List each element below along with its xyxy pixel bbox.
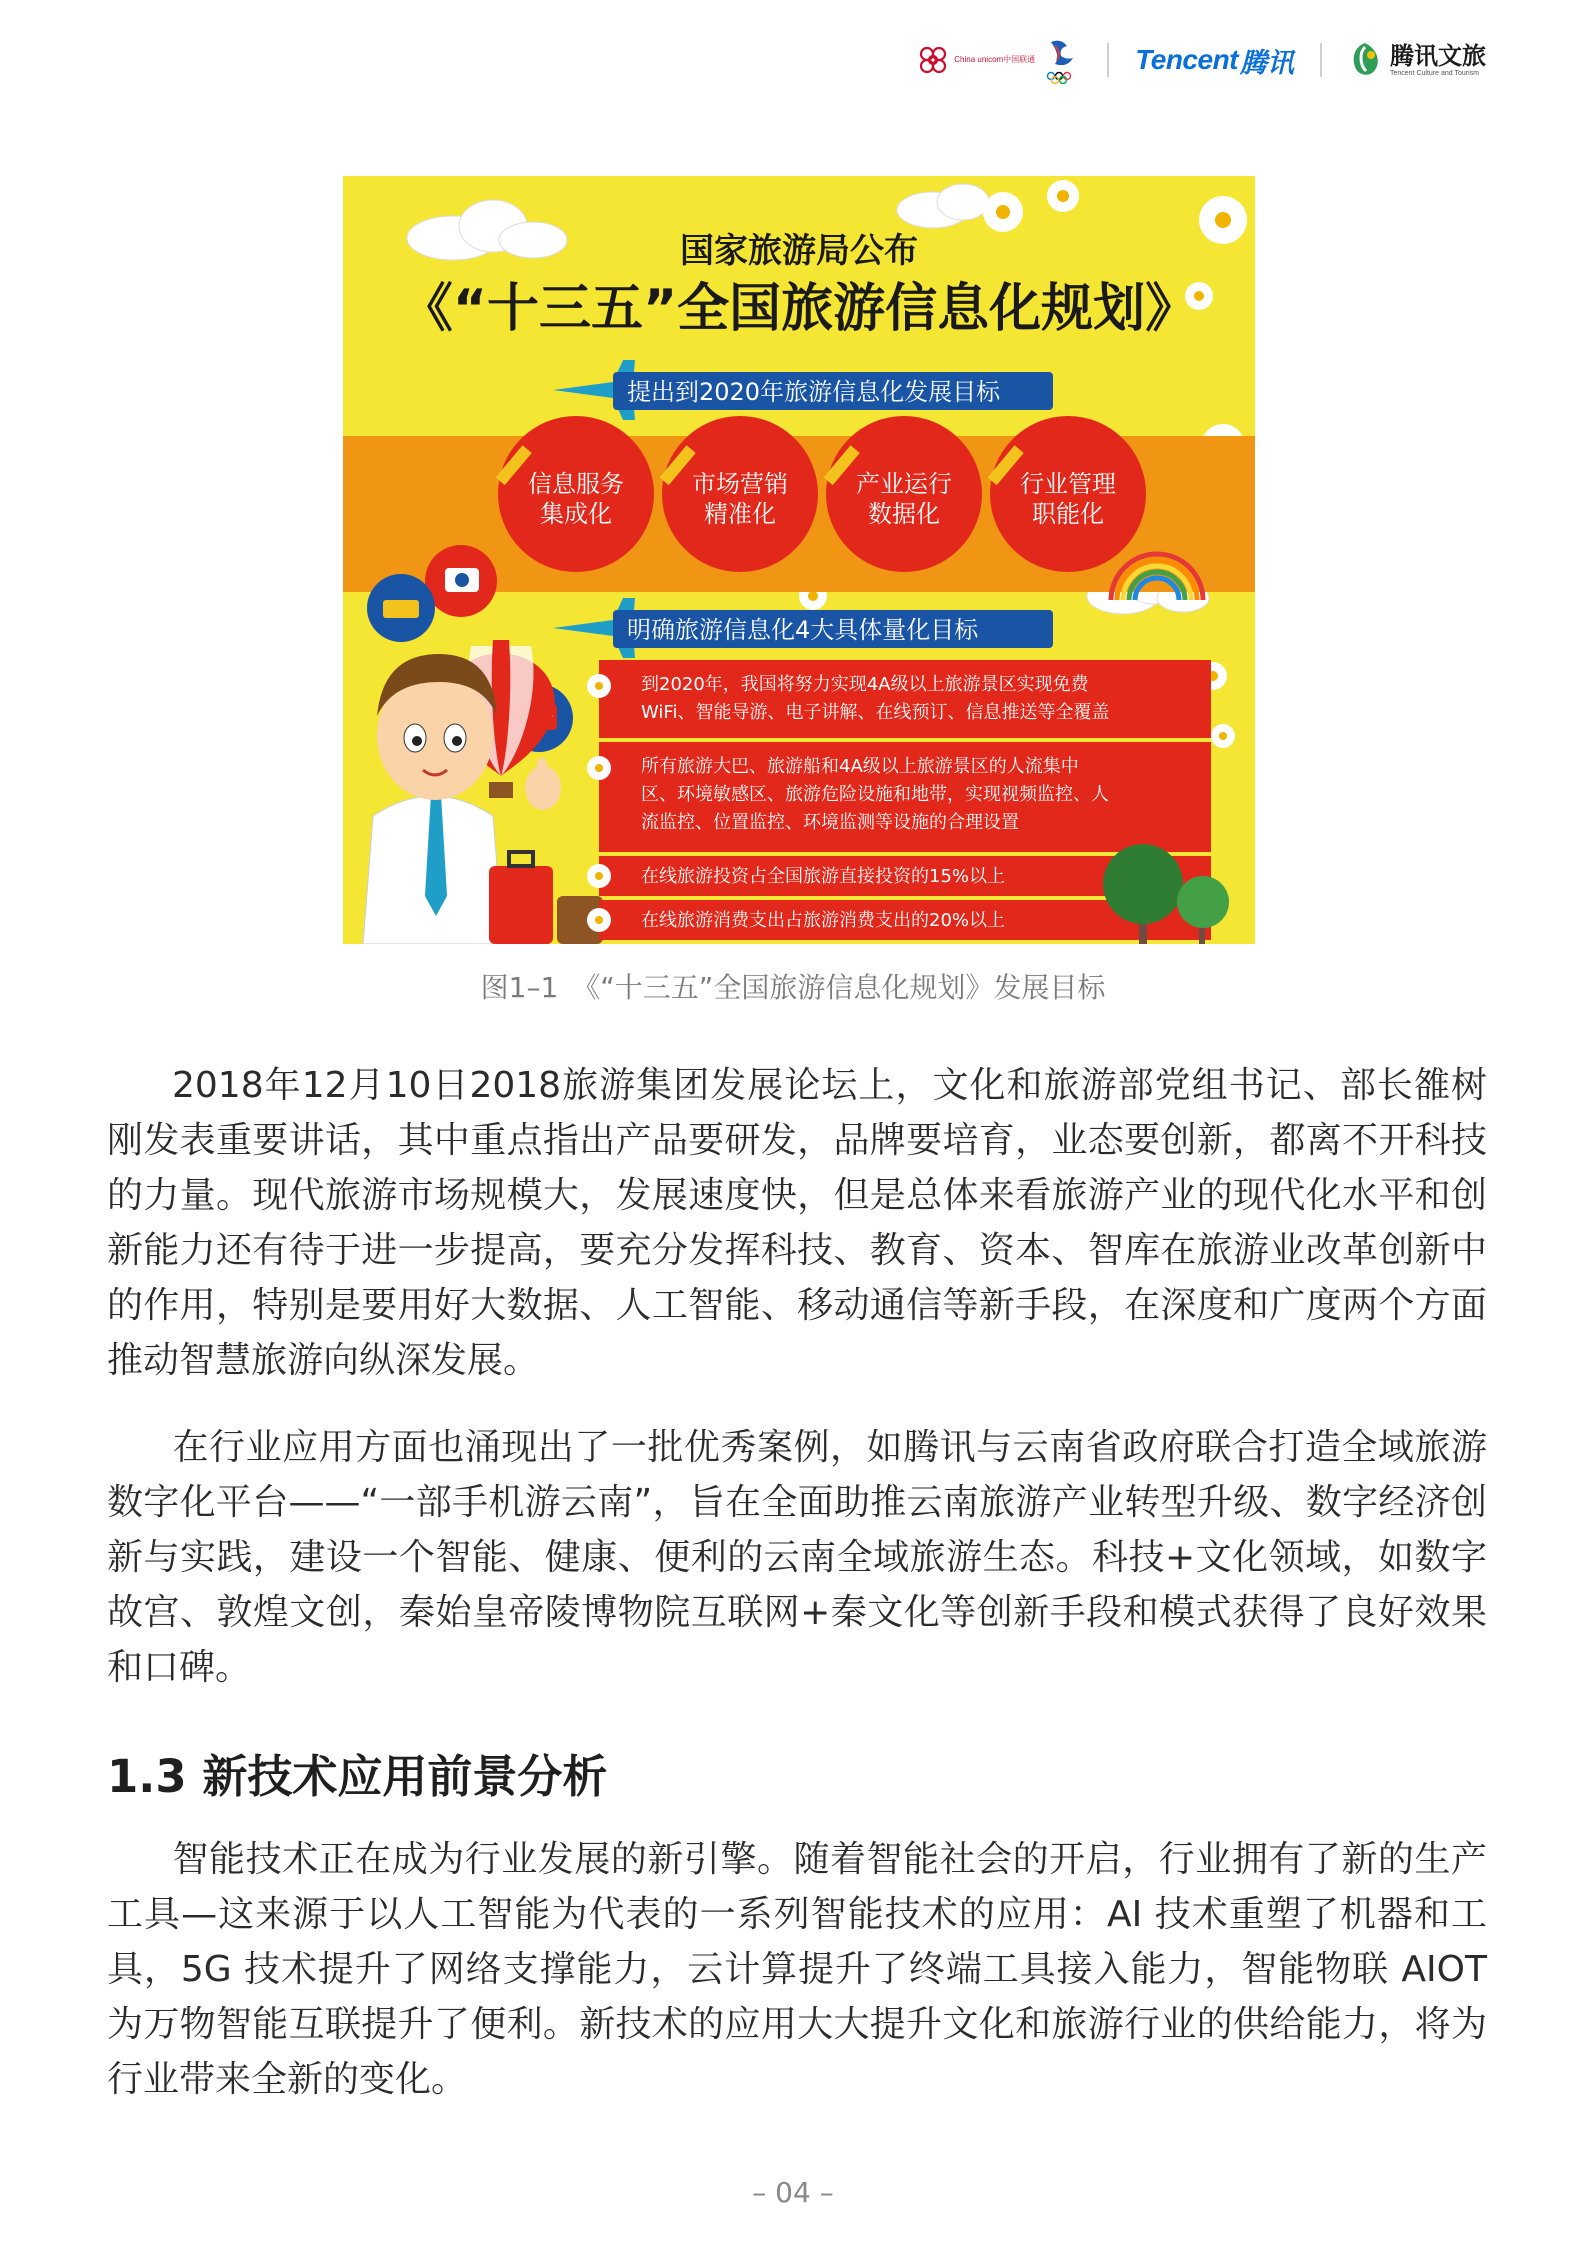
tencent-logo-en: Tencent: [1135, 44, 1238, 75]
goal-4-line2: 职能化: [1032, 500, 1104, 528]
goal-banner-text: 提出到2020年旅游信息化发展目标: [627, 378, 1001, 406]
goal-2-line1: 市场营销: [692, 470, 788, 498]
paragraph-2: [107, 1420, 1487, 1695]
header-logos: [914, 30, 1486, 90]
logo-divider: [1107, 43, 1109, 77]
tencent-logo: [1135, 41, 1294, 80]
target-banner-text: 明确旅游信息化4大具体量化目标: [627, 616, 979, 644]
figure-title-2: 《“十三五”全国旅游信息化规划》: [400, 279, 1198, 339]
infographic-svg: [343, 176, 1255, 944]
unicom-knot-icon: [914, 42, 952, 78]
paragraph-1-text: 2018年12月10日2018旅游集团发展论坛上，文化和旅游部党组书记、部长雒树刚发表重要讲话，其中重点指出产品要研发，品牌要培育，业态要创新，都离不开科技的力量。现代旅游市场规模大，发展速度快，但是总体来看旅游产业的现代化水平和创新能力还有待于进一步提高，要充分发挥科技、教育、资本、智库在旅游业改革创新中的作用，特别是要用好大数据、人工智能、移动通信等新手段，在深度和广度两个方面推动智慧旅游向纵深发展。: [107, 1065, 1487, 1381]
target-2-line1: 所有旅游大巴、旅游船和4A级以上旅游景区的人流集中: [641, 756, 1079, 777]
page-number: – 04 –: [752, 2176, 834, 2209]
camera-circle-icon: [425, 545, 497, 617]
ticket-circle-icon: [367, 574, 435, 642]
unicom-text: China unicom中国联通: [954, 55, 1036, 64]
tencent-logo-cn: 腾讯: [1240, 47, 1294, 79]
goal-1-line1: 信息服务: [528, 470, 624, 498]
beijing-2022-emblem-icon: [1041, 36, 1081, 84]
china-unicom-logo: [914, 36, 1081, 84]
logo-divider: [1320, 43, 1322, 77]
goal-1-line2: 集成化: [540, 500, 612, 528]
target-4-line1: 在线旅游消费支出占旅游消费支出的20%以上: [641, 910, 1006, 931]
target-2-line3: 流监控、位置监控、环境监测等设施的合理设置: [641, 812, 1019, 833]
target-1-line2: WiFi、智能导游、电子讲解、在线预订、信息推送等全覆盖: [641, 702, 1110, 723]
section-heading: 1.3 新技术应用前景分析: [107, 1750, 608, 1803]
goal-4-line1: 行业管理: [1020, 470, 1116, 498]
tencent-culture-tourism-logo: [1348, 41, 1486, 79]
figure-caption: 图1–1 《“十三五”全国旅游信息化规划》发展目标: [480, 971, 1106, 1004]
paragraph-3: [107, 1832, 1487, 2107]
goal-2-line2: 精准化: [704, 500, 776, 528]
paragraph-1: [107, 1058, 1487, 1388]
figure-title-1: 国家旅游局公布: [680, 231, 918, 271]
goal-3-line2: 数据化: [868, 500, 940, 528]
culture-tourism-cn: 腾讯文旅: [1390, 41, 1486, 70]
paragraph-3-text: 智能技术正在成为行业发展的新引擎。随着智能社会的开启，行业拥有了新的生产工具—这来源于以人工智能为代表的一系列智能技术的应用：AI 技术重塑了机器和工具，5G 技术提升了网络支撑能力，云计算提升了终端工具接入能力，智能物联 AIOT 为万物智能互联提升了便利。新技术的应用大大提升文化和旅游行业的供给能力，将为行业带来全新的变化。: [107, 1839, 1487, 2100]
goal-3-line1: 产业运行: [856, 470, 952, 498]
target-3-line1: 在线旅游投资占全国旅游直接投资的15%以上: [641, 866, 1006, 887]
target-2-line2: 区、环境敏感区、旅游危险设施和地带，实现视频监控、人: [641, 784, 1109, 805]
paragraph-2-text: 在行业应用方面也涌现出了一批优秀案例，如腾讯与云南省政府联合打造全域旅游数字化平台——“一部手机游云南”，旨在全面助推云南旅游产业转型升级、数字经济创新与实践，建设一个智能、健康、便利的云南全域旅游生态。科技+文化领域，如数字故宫、敦煌文创，秦始皇帝陵博物院互联网+秦文化等创新手段和模式获得了良好效果和口碑。: [107, 1427, 1487, 1688]
infographic-figure: [343, 176, 1255, 944]
culture-tourism-leaf-icon: [1348, 41, 1382, 79]
target-1-line1: 到2020年，我国将努力实现4A级以上旅游景区实现免费: [641, 674, 1089, 695]
culture-tourism-en: Tencent Culture and Tourism: [1390, 69, 1479, 77]
